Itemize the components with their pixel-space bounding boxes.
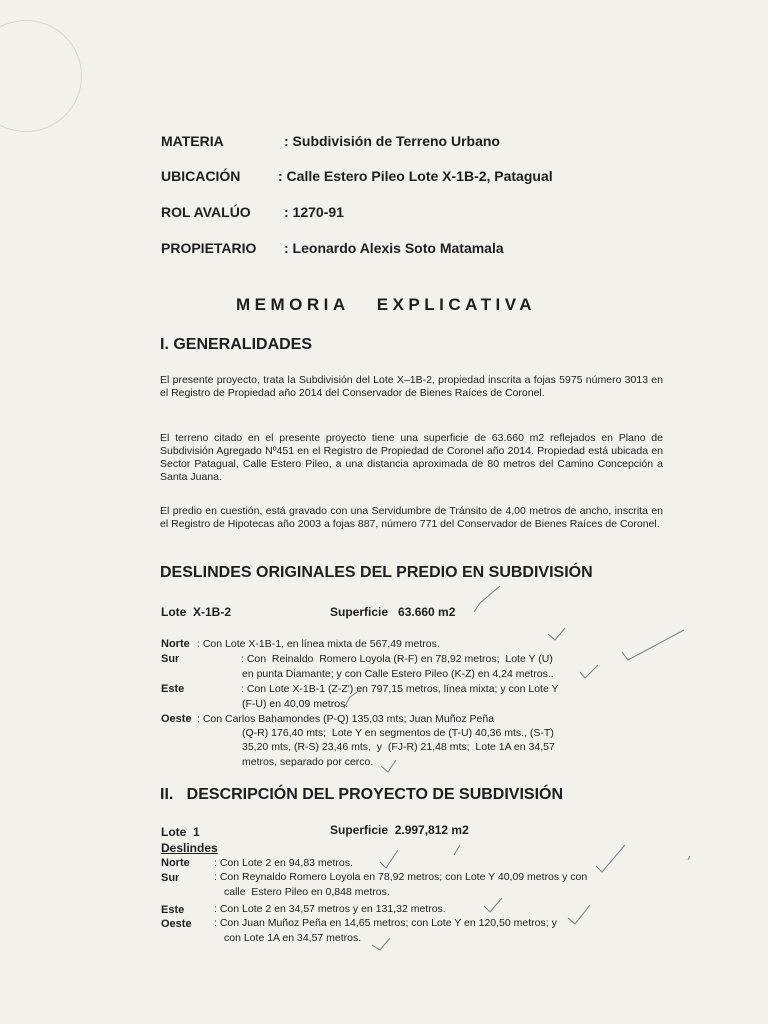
orig-sur-line-1: : Con Reinaldo Romero Loyola (R-F) en 78,92 metros; Lote Y (U) <box>241 653 553 665</box>
orig-norte-text: : Con Lote X-1B-1, en línea mixta de 567,49 metros. <box>197 638 440 650</box>
check-mark-icon <box>622 630 684 660</box>
lote1-oeste-label: Oeste <box>161 918 192 930</box>
section-2-heading: II. DESCRIPCIÓN DEL PROYECTO DE SUBDIVISIÓN <box>160 786 564 803</box>
lote1-norte-text: : Con Lote 2 en 94,83 metros. <box>214 857 353 869</box>
orig-este-line-2: (F-U) en 40,09 metros. <box>242 698 349 710</box>
lote1-sur-line-1: : Con Reynaldo Romero Loyola en 78,92 metros; con Lote Y 40,09 metros y con <box>214 871 588 883</box>
orig-sur-label: Sur <box>161 653 180 665</box>
orig-norte-label: Norte <box>161 638 190 650</box>
ubicacion-value: : Calle Estero Pileo Lote X-1B-2, Patagual <box>278 168 553 184</box>
propietario-label: PROPIETARIO <box>161 240 257 256</box>
orig-este-line-1: : Con Lote X-1B-1 (Z-Z') en 797,15 metros, línea mixta; y con Lote Y <box>241 683 559 695</box>
check-mark-icon <box>372 938 390 950</box>
check-mark-icon <box>568 905 590 924</box>
materia-value: : Subdivisión de Terreno Urbano <box>284 133 500 149</box>
section-1-heading: I. GENERALIDADES <box>160 336 313 353</box>
lote1-oeste-line-1: : Con Juan Muñoz Peña en 14,65 metros; con Lote Y en 120,50 metros; y <box>214 917 557 929</box>
lote-x1b2-superficie: Superficie 63.660 m2 <box>330 605 456 619</box>
check-mark-icon <box>580 665 598 678</box>
check-mark-icon <box>484 898 502 912</box>
check-mark-icon <box>548 628 565 640</box>
rol-label: ROL AVALÚO <box>161 204 251 220</box>
paragraph-1: El presente proyecto, trata la Subdivisión del Lote X–1B-2, propiedad inscrita a fojas 5975 número 3013 en el Registro de Propiedad año 2014 del Conservador de Bienes Raíces de Coronel. <box>160 374 663 399</box>
lote1-este-text: : Con Lote 2 en 34,57 metros y en 131,32 metros. <box>214 903 446 915</box>
check-mark-icon <box>381 760 396 772</box>
deslindes-label: Deslindes <box>161 841 218 855</box>
orig-oeste-label: Oeste <box>161 713 192 725</box>
orig-oeste-line-1: : Con Carlos Bahamondes (P-Q) 135,03 mts; Juan Muñoz Peña <box>197 713 495 725</box>
document-title: MEMORIA EXPLICATIVA <box>236 295 537 314</box>
lote1-sur-label: Sur <box>161 872 180 884</box>
faded-stamp <box>0 20 82 132</box>
paragraph-2: El terreno citado en el presente proyecto tiene una superficie de 63.660 m2 reflejados en Plano de Subdivisión Agregado Nº451 en el Registro de Propiedad de Coronel año 2014. Propiedad está ubicada en Sector Patagual, Calle Estero Pileo, a una distancia aproximada de 80 metros del Camino Concepción a Santa Juana. <box>160 432 663 483</box>
deslindes-originales-heading: DESLINDES ORIGINALES DEL PREDIO EN SUBDIVISIÓN <box>160 564 593 581</box>
orig-oeste-line-3: 35,20 mts, (R-S) 23,46 mts, y (FJ-R) 21,48 mts; Lote 1A en 34,57 <box>242 741 555 753</box>
rol-value: : 1270-91 <box>284 204 344 220</box>
check-mark-icon <box>596 845 625 872</box>
check-mark-icon <box>380 850 398 868</box>
orig-sur-line-2: en punta Diamante; y con Calle Estero Pileo (K-Z) en 4,24 metros.. <box>242 668 554 680</box>
lote-x1b2-label: Lote X-1B-2 <box>161 605 232 619</box>
lote-1-superficie: Superficie 2.997,812 m2 <box>330 823 469 837</box>
orig-oeste-line-2: (Q-R) 176,40 mts; Lote Y en segmentos de (T-U) 40,36 mts., (S-T) <box>242 727 554 739</box>
propietario-value: : Leonardo Alexis Soto Matamala <box>284 240 504 256</box>
lote1-oeste-line-2: con Lote 1A en 34,57 metros. <box>224 932 362 944</box>
check-mark-icon <box>474 586 500 612</box>
lote1-norte-label: Norte <box>161 857 190 869</box>
lote1-este-label: Este <box>161 904 185 916</box>
check-mark-icon <box>454 845 460 855</box>
lote-1-label: Lote 1 <box>161 825 200 839</box>
orig-este-label: Este <box>161 683 185 695</box>
check-mark-icon <box>688 856 690 860</box>
ubicacion-label: UBICACIÓN <box>161 168 241 184</box>
materia-label: MATERIA <box>161 133 224 149</box>
lote1-sur-line-2: calle Estero Pileo en 0,848 metros. <box>224 886 390 898</box>
paragraph-3: El predio en cuestión, está gravado con una Servidumbre de Tránsito de 4,00 metros de ancho, inscrita en el Registro de Hipotecas año 2003 a fojas 887, número 771 del Conservador de Bienes Raíces de Coronel. <box>160 505 663 530</box>
orig-oeste-line-4: metros, separado por cerco. <box>242 756 374 768</box>
